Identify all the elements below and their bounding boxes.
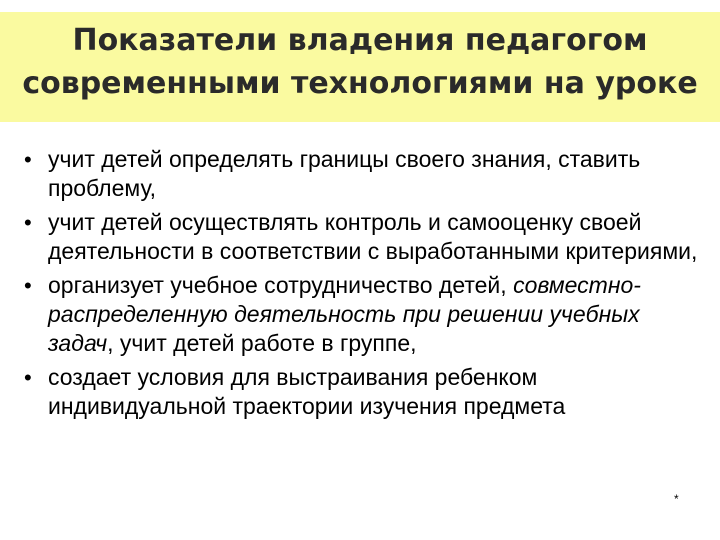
bullet-text-3-start: организует учебное сотрудничество детей, — [48, 272, 514, 298]
bullet-text-3-italic: совместно-распределенную деятельность при решении учебных задач — [48, 272, 641, 356]
bullet-text-2: учит детей осуществлять контроль и самооценку своей деятельности в соответствии с выработанными критериями, — [48, 209, 698, 264]
bullet-dot-icon: • — [24, 210, 32, 235]
slide-title — [0, 19, 720, 105]
bullet-dot-icon: • — [24, 147, 32, 172]
bullet-dot-icon: • — [24, 365, 32, 390]
bullet-dot-icon: • — [24, 273, 32, 298]
bullet-text-3-end: , учит детей работе в группе, — [107, 330, 417, 356]
footer-asterisk: * — [674, 492, 679, 506]
bullet-item-4 — [20, 363, 700, 421]
slide-title-line-1: Показатели владения педагогом — [72, 23, 648, 58]
bullet-text-4: создает условия для выстраивания ребенком индивидуальной траектории изучения предмета — [48, 364, 566, 419]
bullet-text-1: учит детей определять границы своего знания, ставить проблему, — [48, 146, 641, 201]
bullet-list — [20, 145, 700, 426]
bullet-item-3 — [20, 271, 700, 358]
slide-title-line-2: современными технологиями на уроке — [22, 66, 698, 101]
bullet-item-2 — [20, 208, 700, 266]
bullet-item-1 — [20, 145, 700, 203]
